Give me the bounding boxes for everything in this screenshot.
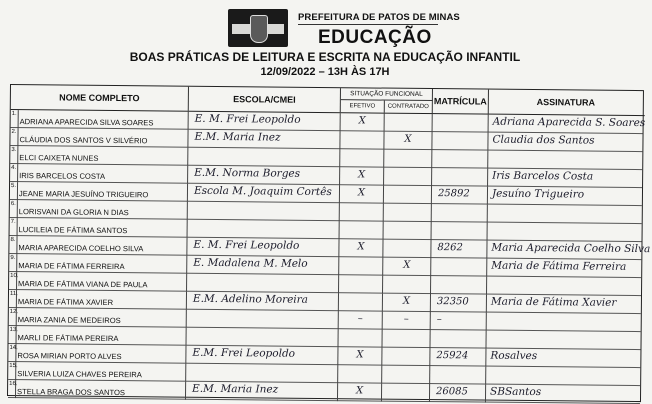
efetivo-mark: – (339, 311, 383, 329)
row-number: 9. (9, 254, 17, 272)
efetivo-mark (339, 275, 383, 293)
participant-name: JEANE MARIA JESUÍNO TRIGUEIRO (10, 182, 188, 202)
contratado-mark: X (384, 132, 432, 150)
document-header (0, 0, 650, 84)
participant-name: MARIA DE FÁTIMA FERREIRA (9, 254, 187, 274)
signature: SBSantos (490, 385, 542, 399)
signature: Claudia dos Santos (492, 133, 595, 147)
participant-name: MARIA DE FÁTIMA VIANA DE PAULA (9, 272, 187, 292)
col-header-assinatura: ASSINATURA (536, 97, 596, 108)
contratado-mark (383, 240, 431, 258)
efetivo-mark (339, 257, 383, 275)
participant-name: LORISVANI DA GLORIA N DIAS (10, 200, 188, 220)
school-entry (187, 310, 339, 329)
efetivo-mark: X (339, 239, 383, 257)
matricula-entry: 26085 (430, 384, 486, 403)
col-header-contratado: CONTRATADO (385, 101, 433, 113)
row-number: 7. (10, 218, 18, 236)
matricula-entry: 32350 (431, 294, 487, 313)
signature: Jesuíno Trigueiro (491, 187, 585, 201)
efetivo-mark (340, 149, 384, 167)
row-number: 12. (9, 308, 17, 326)
participant-name: IRIS BARCELOS COSTA (10, 164, 188, 184)
school-entry: E.M. Adelino Moreira (187, 292, 339, 311)
col-header-matricula: MATRÍCULA (433, 89, 489, 114)
contratado-mark (385, 114, 433, 132)
signature: Maria de Fátima Xavier (490, 295, 617, 309)
school-entry (188, 148, 340, 167)
matricula-entry (432, 132, 488, 151)
prefeitura-label: PREFEITURA DE PATOS DE MINAS (298, 12, 460, 23)
signature (488, 223, 642, 242)
school-entry: E.M. Norma Borges (188, 166, 340, 185)
efetivo-mark: X (340, 185, 384, 203)
school-entry (186, 328, 338, 347)
row-number: 2. (10, 128, 18, 146)
matricula-entry (430, 366, 486, 385)
efetivo-mark (338, 329, 382, 347)
matricula-entry (430, 330, 486, 349)
contratado-mark: X (383, 294, 431, 312)
contratado-mark (384, 186, 432, 204)
school-entry (188, 220, 340, 239)
contratado-mark (384, 168, 432, 186)
row-number: 8. (9, 236, 17, 254)
signature: Adriana Aparecida S. Soares (492, 115, 646, 130)
efetivo-mark: X (340, 167, 384, 185)
school-entry: E.M. Maria Inez (188, 130, 340, 149)
matricula-entry (431, 276, 487, 295)
matricula-entry (432, 222, 488, 241)
header-divider (298, 24, 438, 25)
row-number: 13. (9, 326, 17, 344)
efetivo-mark (340, 131, 384, 149)
matricula-entry: 25924 (430, 348, 486, 367)
signature (487, 277, 641, 296)
efetivo-mark (340, 203, 384, 221)
efetivo-mark: X (338, 347, 382, 365)
contratado-mark (384, 222, 432, 240)
matricula-entry (431, 258, 487, 277)
participant-name: STELLA BRAGA DOS SANTOS (8, 380, 186, 400)
row-number: 15. (8, 362, 16, 380)
attendance-table (7, 84, 651, 402)
contratado-mark (382, 366, 430, 384)
col-header-nome: NOME COMPLETO (11, 85, 189, 111)
event-date: 12/09/2022 – 13H ÀS 17H (260, 66, 390, 78)
row-number: 1. (11, 110, 19, 128)
school-entry: E. M. Frei Leopoldo (187, 238, 339, 257)
row-number: 5. (10, 182, 18, 200)
efetivo-mark: X (341, 113, 385, 131)
efetivo-mark (338, 365, 382, 383)
contratado-mark (384, 204, 432, 222)
participant-name: ROSA MIRIAN PORTO ALVES (8, 344, 186, 364)
efetivo-mark: X (338, 383, 382, 401)
matricula-entry: – (431, 312, 487, 331)
row-number: 16. (8, 380, 16, 398)
signature (486, 331, 640, 350)
signature (488, 205, 642, 224)
col-header-efetivo: EFETIVO (341, 100, 385, 112)
school-entry (187, 274, 339, 293)
document-title: BOAS PRÁTICAS DE LEITURA E ESCRITA NA EDUCAÇÃO INFANTIL (129, 50, 521, 64)
signature (488, 151, 642, 170)
efetivo-mark (340, 221, 384, 239)
contratado-mark: – (383, 312, 431, 330)
matricula-entry (432, 204, 488, 223)
col-header-situacao: SITUAÇÃO FUNCIONAL (341, 88, 433, 101)
participant-name: MARIA APARECIDA COELHO SILVA (9, 236, 187, 256)
school-entry: E. Madalena M. Melo (187, 256, 339, 275)
participant-name: MARIA ZANIA DE MEDEIROS (9, 308, 187, 328)
school-entry (186, 364, 338, 383)
participant-name: ADRIANA APARECIDA SILVA SOARES (11, 110, 189, 130)
participant-name: CLÁUDIA DOS SANTOS V SILVÉRIO (10, 128, 188, 148)
coat-of-arms-logo (228, 9, 288, 47)
school-entry: E.M. Frei Leopoldo (186, 346, 338, 365)
signature (487, 313, 641, 332)
school-entry: E.M. Maria Inez (186, 382, 338, 401)
matricula-entry: 25892 (432, 186, 488, 205)
contratado-mark (382, 330, 430, 348)
row-number: 10. (9, 272, 17, 290)
contratado-mark (382, 348, 430, 366)
participant-name: MARLI DE FÁTIMA PEREIRA (9, 326, 187, 346)
signature: Rosalves (490, 349, 538, 363)
school-entry (188, 202, 340, 221)
contratado-mark (384, 150, 432, 168)
participant-name: SILVERIA LUIZA CHAVES PEREIRA (8, 362, 186, 382)
secretaria-title: EDUCAÇÃO (318, 27, 432, 48)
signature (486, 367, 640, 386)
school-entry: E. M. Frei Leopoldo (189, 112, 341, 131)
matricula-entry (432, 168, 488, 187)
participant-name: LUCILEIA DE FÁTIMA SANTOS (10, 218, 188, 238)
matricula-entry (433, 114, 489, 133)
row-number: 4. (10, 164, 18, 182)
signature: Maria Aparecida Coelho Silva (491, 241, 651, 256)
school-entry: Escola M. Joaquim Cortês (188, 184, 340, 203)
contratado-mark (383, 276, 431, 294)
col-header-escola: ESCOLA/CMEI (189, 87, 341, 112)
matricula-entry (432, 150, 488, 169)
efetivo-mark (339, 293, 383, 311)
row-number: 3. (10, 146, 18, 164)
signature: Maria de Fátima Ferreira (491, 259, 627, 273)
contratado-mark (382, 384, 430, 402)
row-number: 11. (9, 290, 17, 308)
matricula-entry: 8262 (431, 240, 487, 259)
participant-name: MARIA DE FÁTIMA XAVIER (9, 290, 187, 310)
participant-name: ELCI CAIXETA NUNES (10, 146, 188, 166)
row-number: 6. (10, 200, 18, 218)
row-number: 14. (8, 344, 16, 362)
signature: Iris Barcelos Costa (492, 169, 594, 183)
contratado-mark: X (383, 258, 431, 276)
